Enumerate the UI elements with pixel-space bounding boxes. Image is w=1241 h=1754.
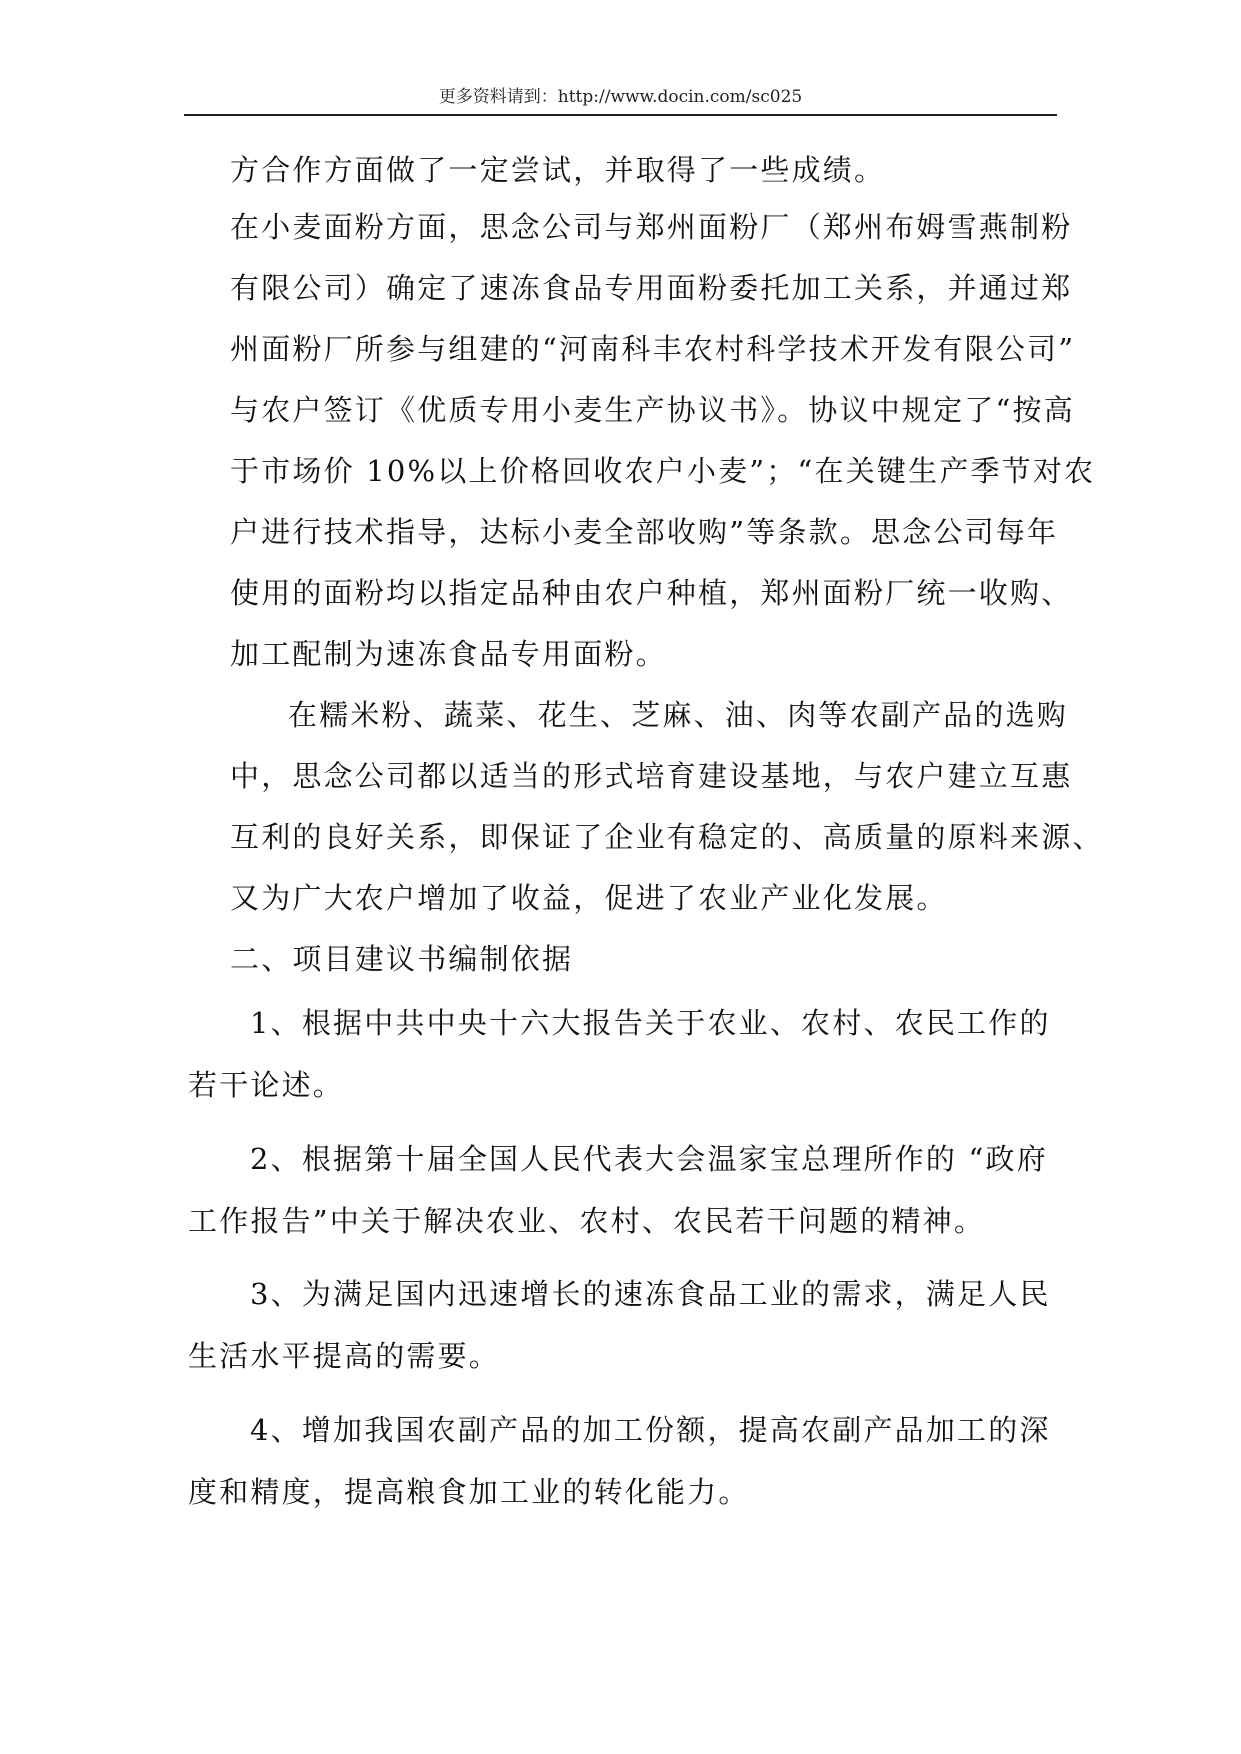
text-line: 户进行技术指导，达标小麦全部收购”等条款。思念公司每年 xyxy=(230,515,1059,549)
text-line: 与农户签订《优质专用小麦生产协议书》。协议中规定了“按高 xyxy=(230,393,1075,427)
header-divider xyxy=(184,114,1057,116)
text-line: 1、根据中共中央十六大报告关于农业、农村、农民工作的 xyxy=(250,1006,1051,1040)
text-line: 在糯米粉、蔬菜、花生、芝麻、油、肉等农副产品的选购 xyxy=(288,698,1069,732)
text-line: 有限公司）确定了速冻食品专用面粉委托加工关系，并通过郑 xyxy=(230,271,1073,305)
text-line: 2、根据第十届全国人民代表大会温家宝总理所作的 “政府 xyxy=(250,1142,1048,1176)
text-line: 工作报告”中关于解决农业、农村、农民若干问题的精神。 xyxy=(188,1204,986,1238)
text-line: 生活水平提高的需要。 xyxy=(188,1339,501,1373)
text-line: 于市场价 10%以上价格回收农户小麦”；“在关键生产季节对农 xyxy=(230,454,1096,488)
text-line: 度和精度，提高粮食加工业的转化能力。 xyxy=(188,1475,750,1509)
page-header-text: 更多资料请到：http://www.docin.com/sc025 xyxy=(438,87,803,107)
text-line: 互利的良好关系，即保证了企业有稳定的、高质量的原料来源、 xyxy=(230,820,1104,854)
text-line: 使用的面粉均以指定品种由农户种植，郑州面粉厂统一收购、 xyxy=(230,576,1073,610)
text-line: 方合作方面做了一定尝试，并取得了一些成绩。 xyxy=(230,153,886,187)
text-line: 4、增加我国农副产品的加工份额，提高农副产品加工的深 xyxy=(250,1413,1051,1447)
text-line: 州面粉厂所参与组建的“河南科丰农村科学技术开发有限公司” xyxy=(230,332,1076,366)
section-heading: 二、项目建议书编制依据 xyxy=(230,942,574,976)
text-line: 3、为满足国内迅速增长的速冻食品工业的需求，满足人民 xyxy=(250,1277,1051,1311)
text-line: 加工配制为速冻食品专用面粉。 xyxy=(230,637,667,671)
text-line: 在小麦面粉方面，思念公司与郑州面粉厂（郑州布姆雪燕制粉 xyxy=(230,210,1073,244)
text-line: 若干论述。 xyxy=(188,1068,345,1102)
text-line: 又为广大农户增加了收益，促进了农业产业化发展。 xyxy=(230,881,948,915)
text-line: 中，思念公司都以适当的形式培育建设基地，与农户建立互惠 xyxy=(230,759,1073,793)
